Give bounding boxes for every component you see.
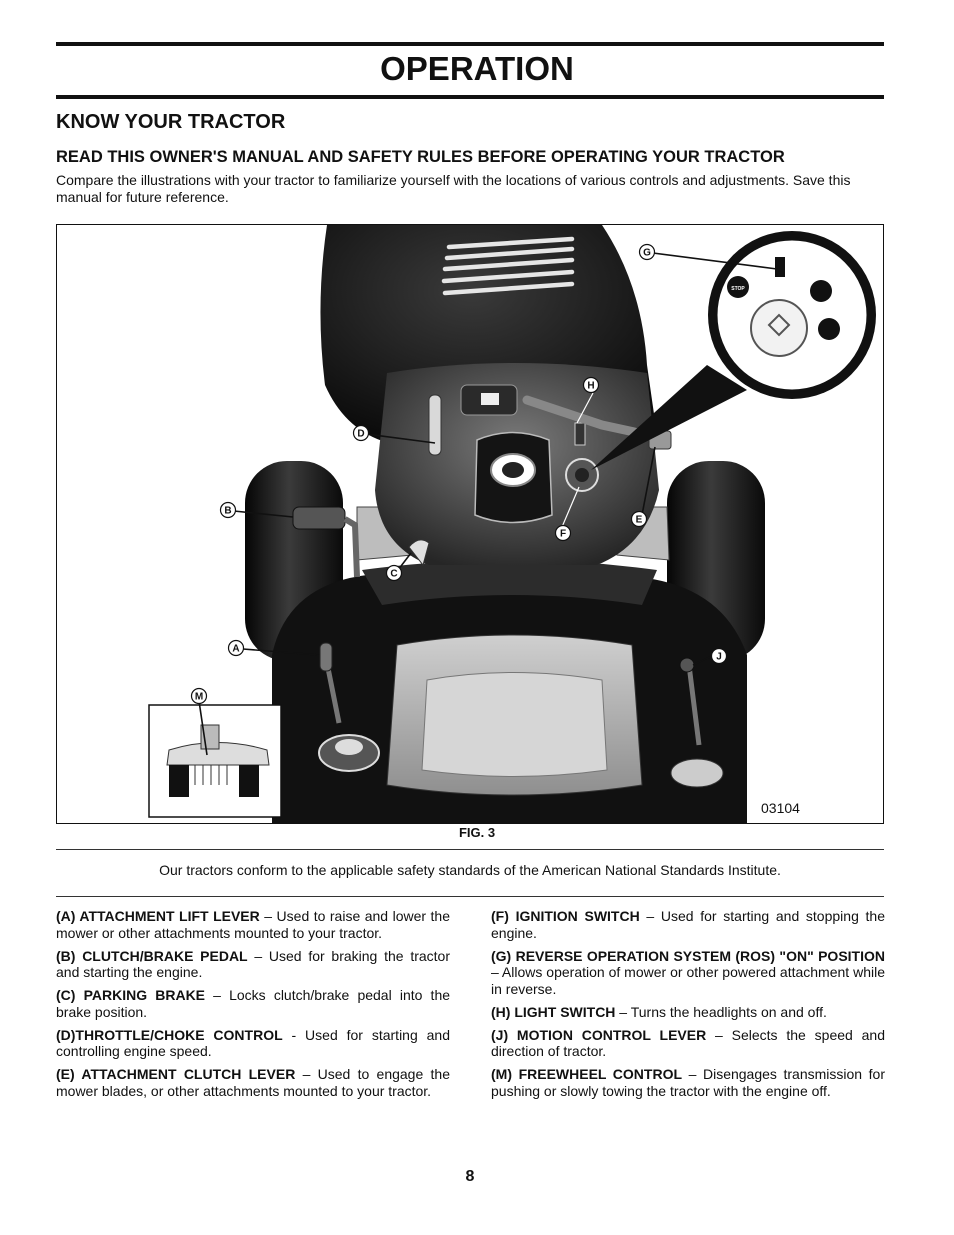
page-title: OPERATION [380,50,574,87]
clutch-brake-pedal [293,507,345,529]
page-number: 8 [465,1168,475,1185]
divider-top [56,849,884,850]
callout-g [640,245,655,260]
figure-part-number: 03104 [761,800,800,816]
svg-text:F: F [559,528,567,540]
definition-item: (H) LIGHT SWITCH – Turns the headlights on and off. [491,1003,827,1020]
divider-bottom [56,896,884,897]
figure-caption: FIG. 3 [458,825,496,840]
header-rule-bottom [56,95,884,99]
svg-text:A: A [232,643,240,655]
definition-item: (J) MOTION CONTROL LEVER – Selects the speed and direction of tractor. [491,1026,885,1059]
section-subheading: READ THIS OWNER'S MANUAL AND SAFETY RULES BEFORE OPERATING YOUR TRACTOR [56,148,785,166]
definition-item: (A) ATTACHMENT LIFT LEVER – Used to raise and lower the mower or other attachments mounted to your tractor. [56,908,451,941]
svg-text:E: E [635,514,643,526]
callout-m [192,689,207,704]
intro-paragraph: Compare the illustrations with your tractor to familiarize yourself with the locations of various controls and adjustments. Save this manual for future reference. [56,172,851,205]
ignition-stop-label: STOP [731,286,745,292]
callout-e [632,512,647,527]
svg-text:D: D [357,428,365,440]
definition-item: (M) FREEWHEEL CONTROL – Disengages transmission for pushing or slowly towing the tractor with the engine off. [491,1066,885,1099]
tractor-figure [56,224,884,824]
svg-text:H: H [587,380,595,392]
callout-b [221,503,236,518]
definitions-left [56,908,450,1106]
svg-text:B: B [224,505,232,517]
callout-j [712,649,727,664]
callout-c [387,566,402,581]
tractor-illustration [57,225,883,823]
callout-d [354,426,369,441]
header-rule-top [56,42,884,46]
svg-text:C: C [390,568,398,580]
definition-item: (B) CLUTCH/BRAKE PEDAL – Used for braking the tractor and starting the engine. [56,947,450,980]
section-title: KNOW YOUR TRACTOR [56,111,286,133]
definition-item: (G) REVERSE OPERATION SYSTEM (ROS) "ON" POSITION – Allows operation of mower or other powered attachment while in reverse. [491,947,885,997]
svg-text:G: G [643,247,651,259]
callout-f [556,526,571,541]
callout-a [229,641,244,656]
definition-item: (C) PARKING BRAKE – Locks clutch/brake pedal into the brake position. [56,987,451,1020]
standards-note: Our tractors conform to the applicable safety standards of the American National Standards Institute. [159,862,781,878]
definition-item: (D)THROTTLE/CHOKE CONTROL - Used for starting and controlling engine speed. [56,1026,450,1059]
svg-text:J: J [716,651,722,663]
callout-h [584,378,599,393]
definition-item: (F) IGNITION SWITCH – Used for starting and stopping the engine. [491,908,886,941]
svg-text:M: M [194,691,204,703]
definition-item: (E) ATTACHMENT CLUTCH LEVER – Used to engage the mower blades, or other attachments mounted to your tractor. [56,1066,450,1099]
definitions-right [491,908,885,1106]
